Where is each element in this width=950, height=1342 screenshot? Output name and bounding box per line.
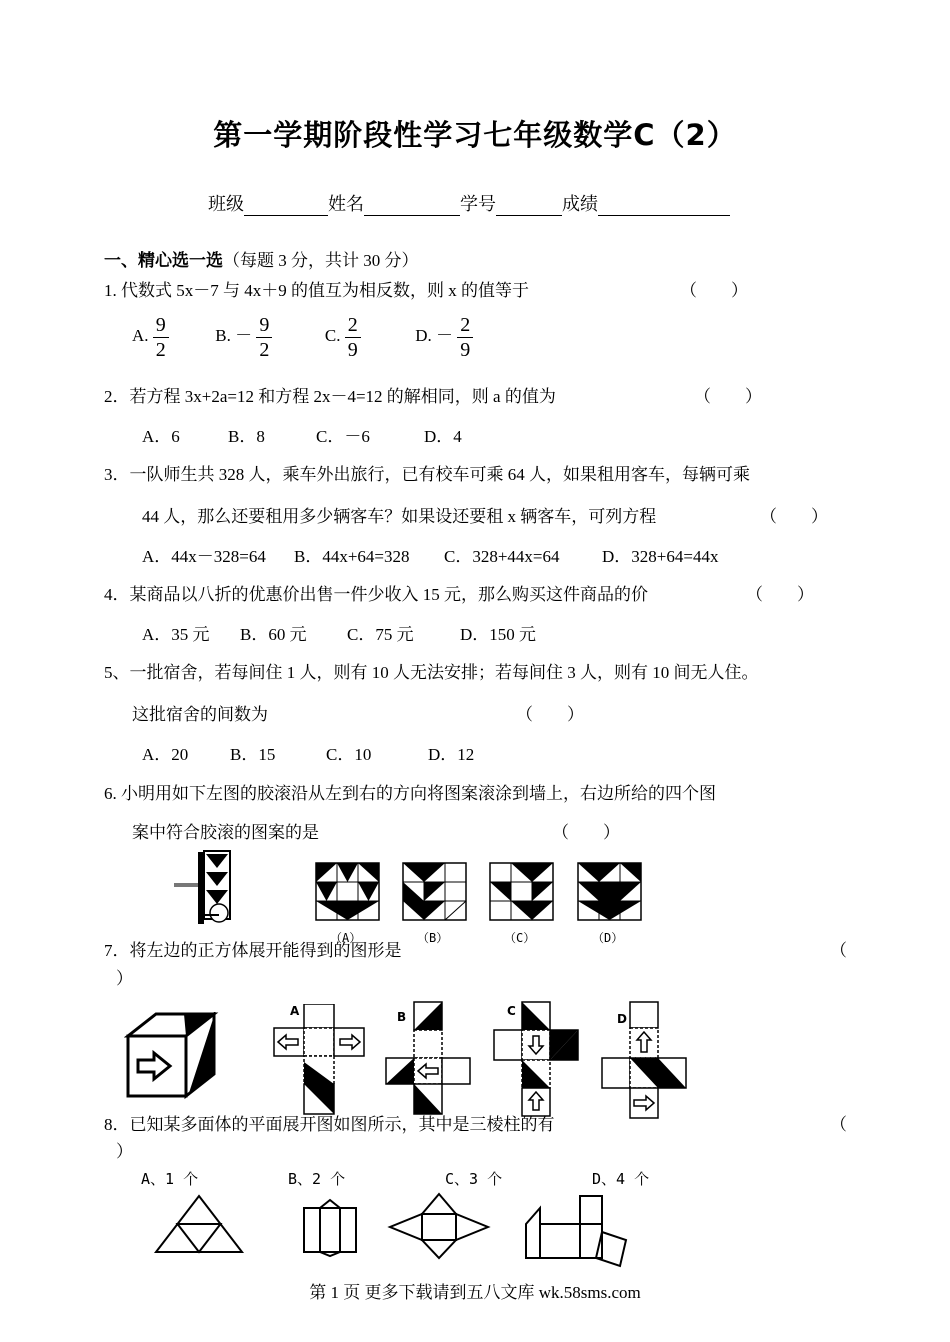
id-label: 学号 xyxy=(460,194,496,214)
question-2-text: 2．若方程 3x+2a=12 和方程 2x－4=12 的解相同，则 a 的值为 xyxy=(104,387,556,406)
q3-option-d[interactable]: D．328+64=44x xyxy=(602,547,719,566)
q5-option-d[interactable]: D．12 xyxy=(428,745,475,764)
q5-option-a[interactable]: A．20 xyxy=(142,745,189,764)
q4-option-a[interactable]: A．35 元 xyxy=(142,625,210,644)
question-6-text-line1: 6. 小明用如下左图的胶滚沿从左到右的方向将图案滚涂到墙上，右边所给的四个图 xyxy=(104,784,716,803)
score-blank[interactable] xyxy=(598,197,730,216)
q1-option-a[interactable]: A. $\frac{9}{2}$ xyxy=(132,326,173,345)
q5-option-b[interactable]: B．15 xyxy=(230,745,276,764)
net-label-b: B xyxy=(397,1010,407,1024)
net-label-d: D xyxy=(617,1012,627,1026)
question-6-answer-paren: （ ） xyxy=(552,823,620,842)
pattern-label-d: （D） xyxy=(592,931,624,945)
q3-option-a[interactable]: A．44x－328=64 xyxy=(142,547,266,566)
pattern-option-d[interactable] xyxy=(577,862,643,922)
cube-net-option-a[interactable] xyxy=(270,1004,370,1120)
name-label: 姓名 xyxy=(328,194,364,214)
question-1-text: 1. 代数式 5x－7 与 4x＋9 的值互为相反数，则 x 的值等于 xyxy=(104,281,529,300)
page-footer: 第 1 页 更多下载请到五八文库 wk.58sms.com xyxy=(309,1283,641,1302)
pattern-label-a: （A） xyxy=(330,931,362,945)
q8-option-b[interactable]: B、2 个 xyxy=(288,1170,346,1188)
question-4-answer-paren: （ ） xyxy=(746,585,814,604)
net-figure-3 xyxy=(386,1192,492,1260)
fraction: $\frac{2}{9}$ xyxy=(457,313,473,362)
score-label: 成绩 xyxy=(562,194,598,214)
question-3-answer-paren: （ ） xyxy=(760,507,828,526)
net-figure-1 xyxy=(152,1194,246,1256)
cube-net-option-d[interactable] xyxy=(598,1000,692,1120)
page-title: 第一学期阶段性学习七年级数学C（2） xyxy=(213,118,737,152)
cube-figure xyxy=(124,1012,220,1100)
q8-option-d[interactable]: D、4 个 xyxy=(592,1170,650,1188)
name-blank[interactable] xyxy=(364,197,460,216)
question-3-text-line2: 44 人，那么还要租用多少辆客车？如果设还要租 x 辆客车，可列方程 xyxy=(142,507,657,526)
net-label-a: A xyxy=(290,1004,300,1018)
question-1-answer-paren: （ ） xyxy=(680,281,748,300)
q8-option-c[interactable]: C、3 个 xyxy=(445,1170,503,1188)
section-title: 一、精心选一选 xyxy=(104,251,223,270)
question-2-answer-paren: （ ） xyxy=(694,387,762,406)
question-5-text-line2: 这批宿舍的间数为 xyxy=(132,705,268,724)
paint-roller-figure xyxy=(172,846,242,926)
question-8-paren-close: ） xyxy=(116,1142,133,1161)
class-label: 班级 xyxy=(208,194,244,214)
q4-option-c[interactable]: C．75 元 xyxy=(347,625,414,644)
q4-option-d[interactable]: D．150 元 xyxy=(460,625,537,644)
q2-option-c[interactable]: C．－6 xyxy=(316,427,370,446)
q1-option-c[interactable]: C. $\frac{2}{9}$ xyxy=(325,326,365,345)
q1-option-b[interactable]: B. － $\frac{9}{2}$ xyxy=(215,326,276,345)
section-note: （每题 3 分，共计 30 分） xyxy=(223,251,419,270)
q2-option-d[interactable]: D．4 xyxy=(424,427,462,446)
q2-option-b[interactable]: B．8 xyxy=(228,427,265,446)
question-8-text: 8．已知某多面体的平面展开图如图所示，其中是三棱柱的有 xyxy=(104,1115,555,1134)
net-figure-4 xyxy=(522,1192,632,1270)
question-5-answer-paren: （ ） xyxy=(516,705,584,724)
cube-net-option-c[interactable] xyxy=(490,1000,586,1120)
net-label-c: C xyxy=(507,1004,516,1018)
student-info-line xyxy=(208,190,730,216)
q3-option-c[interactable]: C．328+44x=64 xyxy=(444,547,560,566)
question-8-paren-open: （ xyxy=(830,1115,847,1134)
q3-option-b[interactable]: B．44x+64=328 xyxy=(294,547,410,566)
question-4-text: 4．某商品以八折的优惠价出售一件少收入 15 元，那么购买这件商品的价 xyxy=(104,585,648,604)
class-blank[interactable] xyxy=(244,197,328,216)
q5-option-c[interactable]: C．10 xyxy=(326,745,372,764)
pattern-option-a[interactable] xyxy=(315,862,381,922)
question-5-text-line1: 5、一批宿舍，若每间住 1 人，则有 10 人无法安排；若每间住 3 人，则有 10 间无人住。 xyxy=(104,663,759,682)
fraction: $\frac{9}{2}$ xyxy=(153,313,169,362)
pattern-label-b: （B） xyxy=(417,931,449,945)
fraction: $\frac{9}{2}$ xyxy=(256,313,272,362)
q2-option-a[interactable]: A．6 xyxy=(142,427,180,446)
net-figure-2 xyxy=(300,1198,360,1258)
q8-option-a[interactable]: A、1 个 xyxy=(141,1170,199,1188)
section-heading xyxy=(104,246,419,271)
pattern-label-c: （C） xyxy=(504,931,536,945)
fraction: $\frac{2}{9}$ xyxy=(345,313,361,362)
id-blank[interactable] xyxy=(496,197,562,216)
question-7-paren-open: （ xyxy=(830,941,847,960)
question-7-text: 7．将左边的正方体展开能得到的图形是 xyxy=(104,941,402,960)
q1-option-d[interactable]: D. － $\frac{2}{9}$ xyxy=(415,326,473,345)
question-7-paren-close: ） xyxy=(116,969,133,988)
question-6-text-line2: 案中符合胶滚的图案的是 xyxy=(132,823,319,842)
question-1-options xyxy=(132,313,473,362)
pattern-option-c[interactable] xyxy=(489,862,555,922)
q4-option-b[interactable]: B．60 元 xyxy=(240,625,307,644)
pattern-option-b[interactable] xyxy=(402,862,468,922)
question-3-text-line1: 3．一队师生共 328 人，乘车外出旅行，已有校车可乘 64 人，如果租用客车，每辆可乘 xyxy=(104,465,750,484)
